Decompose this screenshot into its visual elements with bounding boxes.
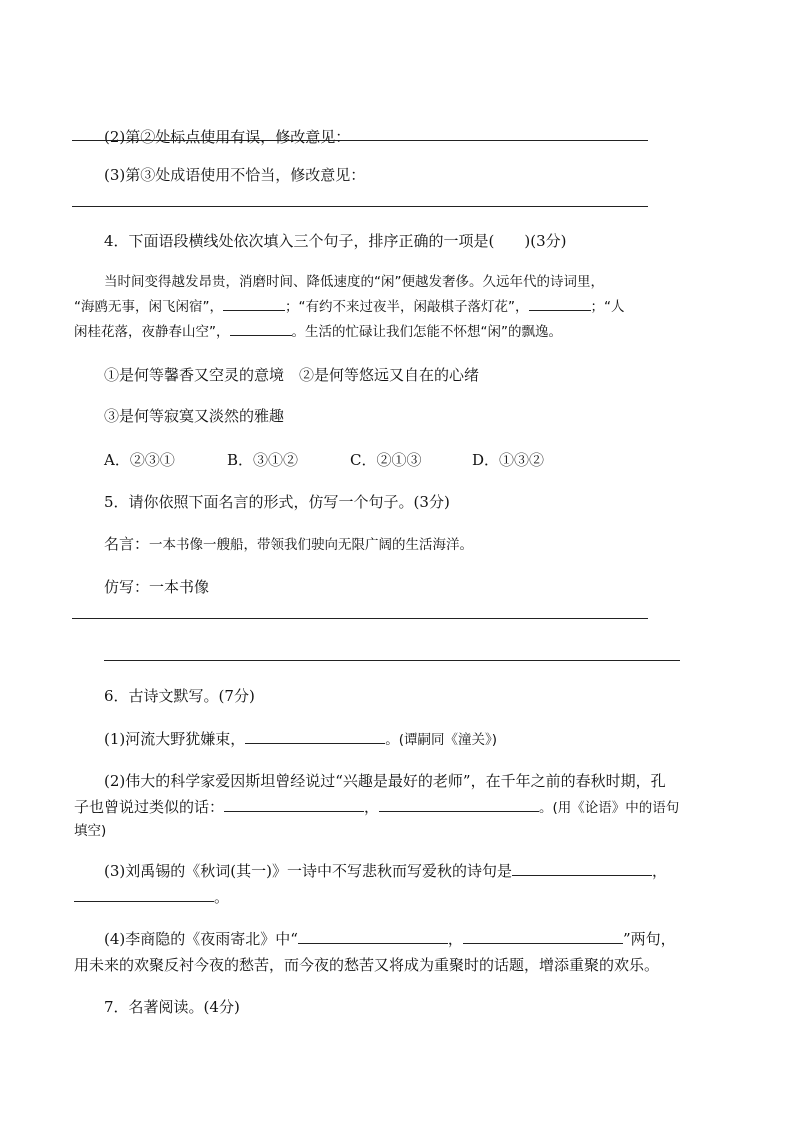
q6-sub3-line2 bbox=[74, 886, 229, 908]
q5-stem: 5．请你依照下面名言的形式，仿写一个句子。(3分) bbox=[104, 493, 450, 511]
sub-text: ， bbox=[447, 930, 463, 948]
q6-sub4-line2: 用未来的欢聚反衬今夜的愁苦，而今夜的愁苦又将成为重聚时的话题，增添重聚的欢乐。 bbox=[74, 956, 660, 974]
q6-sub1 bbox=[104, 728, 497, 751]
sub-text: 。(用《论语》中的语句 bbox=[539, 800, 680, 816]
sub-text: ”两句， bbox=[622, 930, 676, 948]
q7-stem: 7．名著阅读。(4分) bbox=[104, 998, 240, 1016]
q5-quote bbox=[104, 533, 473, 556]
q6-sub2-line3: 填空) bbox=[74, 823, 107, 839]
q5-imitate: 仿写：一本书像 bbox=[104, 578, 210, 596]
q6-sub4 bbox=[104, 928, 676, 950]
answer-line[interactable] bbox=[104, 660, 680, 661]
quote-text: 一本书像一艘船，带领我们驶向无限广阔的生活海洋。 bbox=[149, 537, 474, 553]
sub-text: (3)刘禹锡的《秋词(其一)》一诗中不写悲秋而写爱秋的诗句是 bbox=[104, 862, 512, 880]
fill-blank[interactable] bbox=[223, 296, 285, 311]
q6-sub2-line2 bbox=[74, 796, 679, 819]
sub-text: 子也曾说过类似的话： bbox=[74, 798, 225, 816]
option-c[interactable]: C．②①③ bbox=[350, 451, 422, 469]
passage-text: ；“有约不来过夜半，闲敲棋子落灯花”， bbox=[285, 299, 529, 315]
sub-text: ， bbox=[364, 798, 380, 816]
answer-line[interactable] bbox=[72, 140, 648, 141]
q6-stem: 6．古诗文默写。(7分) bbox=[104, 687, 255, 705]
sub-text: (4)李商隐的《夜雨寄北》中“ bbox=[104, 930, 298, 948]
passage-text: “海鸥无事，闲飞闲宿”， bbox=[74, 299, 223, 315]
passage-text: 闲桂花落，夜静春山空”， bbox=[74, 324, 230, 340]
q4-items: ③是何等寂寞又淡然的雅趣 bbox=[104, 407, 285, 425]
fill-blank[interactable] bbox=[298, 929, 448, 944]
fill-blank[interactable] bbox=[230, 321, 292, 336]
fill-blank[interactable] bbox=[224, 797, 364, 812]
fill-blank[interactable] bbox=[463, 929, 623, 944]
fill-blank[interactable] bbox=[245, 729, 385, 744]
option-b[interactable]: B．③①② bbox=[227, 451, 299, 469]
q4-stem: 4．下面语段横线处依次填入三个句子，排序正确的一项是( )(3分) bbox=[104, 232, 567, 250]
quote-label: 名言： bbox=[104, 535, 150, 553]
sub-text: ， bbox=[651, 862, 667, 880]
passage-text: 。生活的忙碌让我们怎能不怀想“闲”的飘逸。 bbox=[291, 324, 562, 340]
option-d[interactable]: D．①③② bbox=[472, 451, 545, 469]
sub-text: (1)河流大野犹嫌束， bbox=[104, 730, 246, 748]
fill-blank[interactable] bbox=[74, 887, 214, 902]
option-a[interactable]: A．②③① bbox=[104, 451, 175, 469]
fill-blank[interactable] bbox=[529, 296, 591, 311]
answer-line[interactable] bbox=[72, 618, 648, 619]
q4-passage-line bbox=[74, 321, 562, 343]
q6-sub2: (2)伟大的科学家爱因斯坦曾经说过“兴趣是最好的老师”，在千年之前的春秋时期，孔 bbox=[104, 772, 666, 790]
passage-text: ；“人 bbox=[590, 299, 625, 315]
sub-text: 。 bbox=[214, 888, 230, 906]
q4-items: ①是何等馨香又空灵的意境 ②是何等悠远又自在的心绪 bbox=[104, 366, 480, 384]
fill-blank[interactable] bbox=[379, 797, 539, 812]
q4-passage-line bbox=[74, 296, 625, 318]
q6-sub3 bbox=[104, 860, 667, 882]
sub-text: 。(谭嗣同《潼关》) bbox=[385, 732, 498, 748]
q3-sub2: (2)第②处标点使用有误，修改意见： bbox=[104, 128, 351, 146]
q4-passage-line: 当时间变得越发昂贵，消磨时间、降低速度的“闲”便越发奢侈。久远年代的诗词里， bbox=[104, 274, 604, 290]
fill-blank[interactable] bbox=[512, 861, 652, 876]
answer-line[interactable] bbox=[72, 206, 648, 207]
q3-sub3: (3)第③处成语使用不恰当，修改意见： bbox=[104, 166, 366, 184]
